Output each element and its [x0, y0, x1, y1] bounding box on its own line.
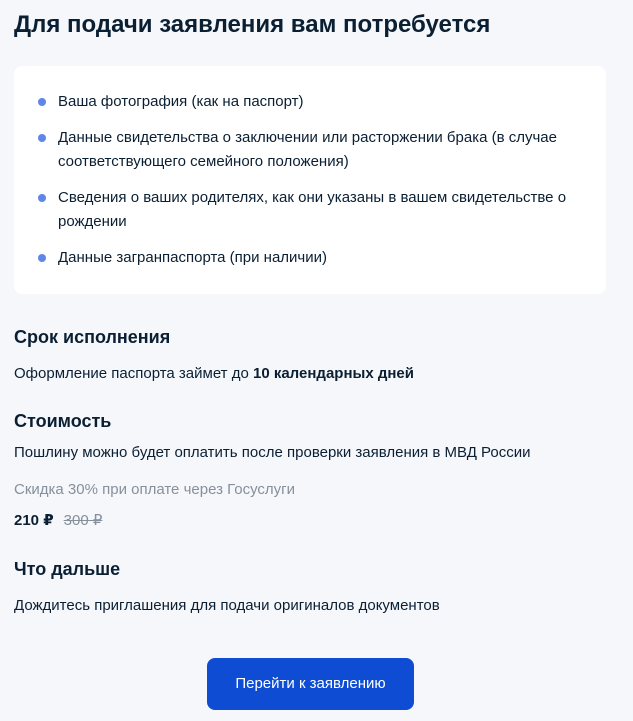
- requirements-list: [38, 90, 578, 270]
- bullet-dot-icon: [38, 134, 46, 142]
- requirement-item-label: Сведения о ваших родителях, как они указаны в вашем свидетельстве о рождении: [58, 189, 567, 230]
- bullet-dot-icon: [38, 98, 46, 106]
- term-text-duration: 10 календарных дней: [252, 365, 414, 382]
- cost-section-title: Стоимость: [14, 411, 112, 431]
- page-title: Для подачи заявления вам потребуется: [14, 11, 491, 38]
- term-text: [14, 363, 414, 385]
- requirement-item-photo: [38, 90, 578, 114]
- price-original: 300 ₽: [63, 512, 103, 529]
- bullet-dot-icon: [38, 194, 46, 202]
- term-text-prefix: Оформление паспорта займет до: [14, 365, 253, 382]
- bullet-dot-icon: [38, 254, 46, 262]
- price-row: [14, 510, 102, 532]
- requirement-item-foreign-passport: [38, 246, 578, 270]
- requirement-item-label: Данные свидетельства о заключении или расторжении брака (в случае соответствующего семейного положения): [58, 129, 557, 170]
- term-section-title: Срок исполнения: [14, 327, 171, 347]
- requirement-item-label: Ваша фотография (как на паспорт): [58, 93, 304, 110]
- requirement-item-label: Данные загранпаспорта (при наличии): [58, 249, 328, 266]
- requirement-item-marriage-certificate: [38, 126, 578, 174]
- next-text: Дождитесь приглашения для подачи оригиналов документов: [14, 597, 440, 614]
- next-section-title: Что дальше: [14, 559, 121, 579]
- go-to-application-button[interactable]: Перейти к заявлению: [207, 658, 414, 710]
- requirements-card: [14, 66, 606, 294]
- discount-note: Скидка 30% при оплате через Госуслуги: [14, 481, 296, 498]
- price-discounted: 210 ₽: [14, 512, 54, 529]
- cost-text: Пошлину можно будет оплатить после проверки заявления в МВД России: [14, 444, 531, 461]
- requirement-item-parents: [38, 186, 578, 234]
